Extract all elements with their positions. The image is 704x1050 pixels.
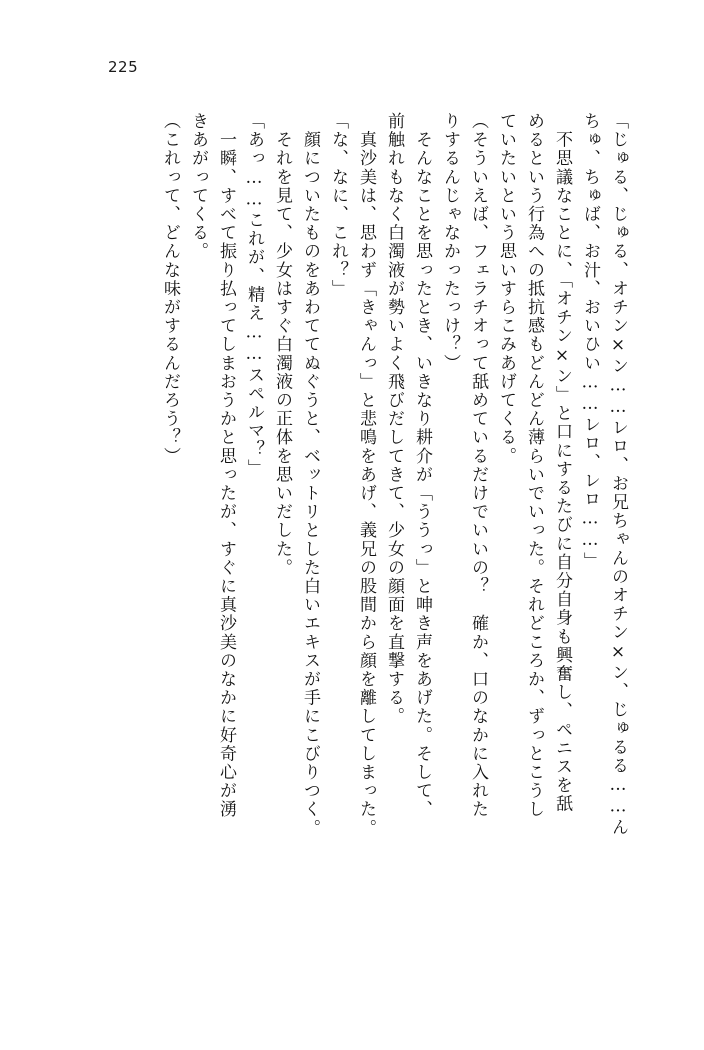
text-line: 顔についたものをあわててぬぐうと、ベットリとした白いエキスが手にこびりつく。 <box>300 112 320 838</box>
text-line: ちゅ、ちゅば、お汁、おいひい……レロ、レロ……」 <box>580 112 600 571</box>
text-line: それを見て、少女はすぐ白濁液の正体を思いだした。 <box>272 112 292 577</box>
text-line: 一瞬、すべて振り払ってしまおうかと思ったが、すぐに真沙美のなかに好奇心が湧 <box>216 112 236 819</box>
text-line: 真沙美は、思わず「きゃんっ」と悲鳴をあげ、義兄の股間から顔を離してしまった。 <box>356 112 376 838</box>
body-text <box>78 112 626 990</box>
text-line: （そういえば、フェラチオって舐めているだけでいいの？ 確か、口のなかに入れた <box>468 112 488 819</box>
text-line: （これって、どんな味がするんだろう？） <box>160 112 180 466</box>
text-line: めるという行為への抵抗感もどんどん薄らいでいった。それどころか、ずっとこうし <box>524 112 544 819</box>
text-line: 「じゅる、じゅる、オチン×ン……レロ、お兄ちゃんのオチン×ン、じゅるる……ん <box>608 112 628 837</box>
text-line: ていたいという思いすらこみあげてくる。 <box>496 112 516 466</box>
page-number: 225 <box>108 58 139 76</box>
text-line: 「な、なに、これ？」 <box>328 112 348 298</box>
text-line: 前触れもなく白濁液が勢いよく飛びだしてきて、少女の顔面を直撃する。 <box>384 112 404 726</box>
text-line: りするんじゃなかったっけ？） <box>440 112 460 373</box>
text-line: きあがってくる。 <box>188 112 208 261</box>
text-line: 「あっ……これが、精え……スペルマ？」 <box>244 112 264 478</box>
text-line: そんなことを思ったとき、いきなり耕介が「ううっ」と呻き声をあげた。そして、 <box>412 112 432 819</box>
text-line: 不思議なことに、「オチン×ン」と口にするたびに自分自身も興奮し、ペニスを舐 <box>552 112 572 814</box>
